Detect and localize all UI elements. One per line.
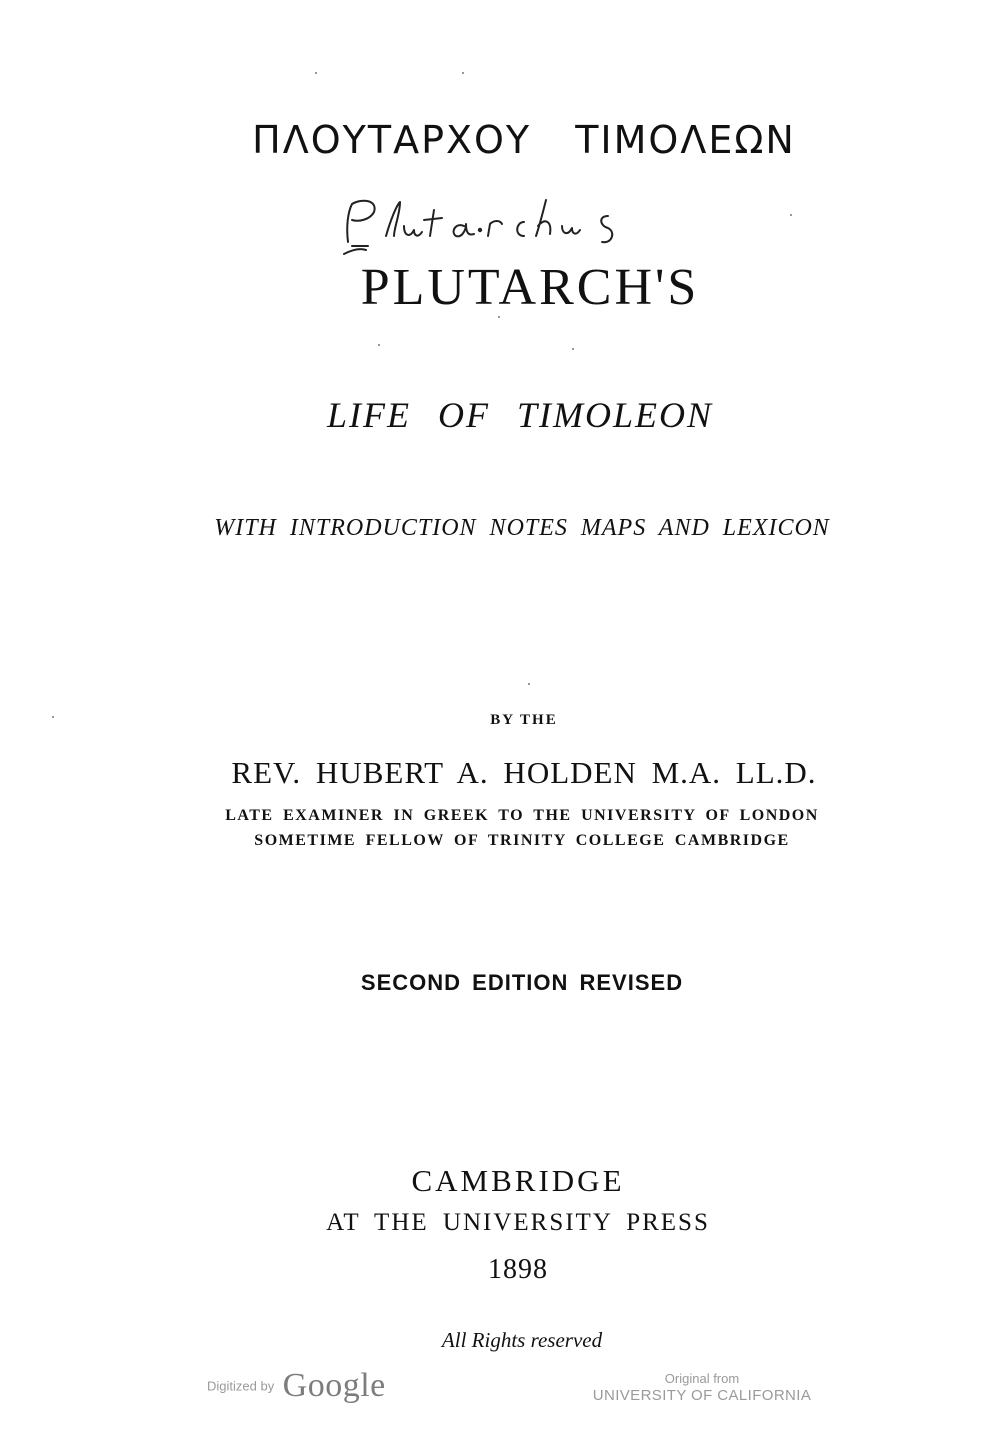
by-the-label: BY THE — [490, 712, 558, 728]
edition-statement: SECOND EDITION REVISED — [360, 970, 684, 995]
handwritten-annotation — [338, 196, 658, 258]
original-label: Original from — [664, 1371, 740, 1386]
scan-speck — [378, 344, 380, 346]
digitized-label: Digitized by — [207, 1378, 275, 1394]
life-title: LIFE OF TIMOLEON — [327, 395, 713, 435]
scan-speck — [790, 214, 792, 216]
digitized-by-watermark — [207, 1367, 386, 1407]
rights-notice: All Rights reserved — [441, 1328, 603, 1352]
original-source-watermark — [552, 1370, 852, 1404]
imprint-year: 1898 — [488, 1254, 548, 1285]
scan-speck — [528, 683, 530, 685]
google-logo: Google — [282, 1367, 386, 1404]
original-source: UNIVERSITY OF CALIFORNIA — [592, 1387, 812, 1404]
scan-speck — [52, 716, 54, 718]
scan-speck — [315, 72, 317, 74]
author-credential: LATE EXAMINER IN GREEK TO THE UNIVERSITY OF LONDON — [225, 807, 819, 824]
author-credential: SOMETIME FELLOW OF TRINITY COLLEGE CAMBRIDGE — [254, 832, 790, 849]
scan-speck — [498, 316, 500, 318]
scan-speck — [572, 348, 574, 350]
scan-speck — [462, 72, 464, 74]
imprint-city: CAMBRIDGE — [411, 1163, 625, 1198]
subtitle: WITH INTRODUCTION NOTES MAPS AND LEXICON — [214, 515, 830, 541]
greek-title: ΠΛΟΥΤΑΡΧΟΥ ΤΙΜΟΛΕΩΝ — [252, 118, 796, 162]
author-name: REV. HUBERT A. HOLDEN M.A. LL.D. — [231, 755, 817, 790]
main-title: PLUTARCH'S — [360, 259, 700, 316]
imprint-press: AT THE UNIVERSITY PRESS — [326, 1209, 710, 1236]
